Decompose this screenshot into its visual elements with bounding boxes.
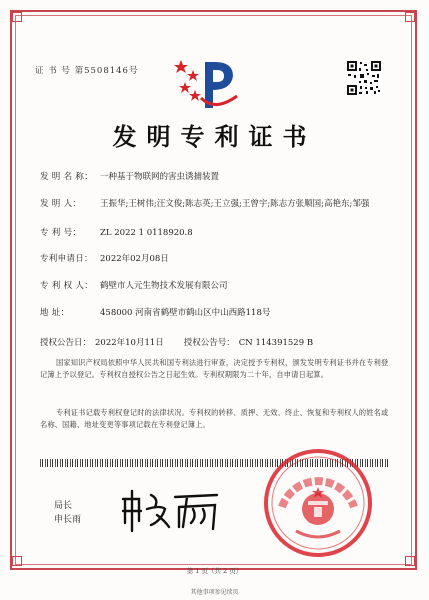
field-value: 2022年02月08日 [100,254,169,264]
director-position: 局长 [54,501,73,511]
certificate-number: 证 书 号 第5508146号 [35,66,139,76]
field-inventors [40,198,400,210]
corner-ornament [12,12,22,22]
field-patentee [40,280,228,292]
page-number: 第 1 页（共 2 页） [186,567,243,575]
field-grant-info [40,336,313,348]
paragraph-legal-status: 专利证书记载专利权登记时的法律状况。专利权的转移、质押、无效、终止、恢复和专利权人的姓名或名称、国籍、地址变更等事项记载在专利登记簿上。 [40,408,389,429]
field-invention-name [40,171,219,183]
official-seal-icon [262,447,374,559]
director-title [54,499,81,527]
field-value: 鹤壁市人元生物技术发展有限公司 [100,281,228,291]
field-label: 授权公告日： [40,338,92,348]
field-value: ZL 2022 1 0118920.8 [100,228,193,238]
director-name: 申长雨 [54,515,82,525]
field-value: CN 114391529 B [238,338,314,348]
field-value: 458000 河南省鹤壁市鹤山区中山西路118号 [100,308,271,318]
field-value: 王振华;王树伟;汪文俊;陈志英;王立强;王曾宇;陈志方张顺国;高艳东;邹强 [100,199,370,209]
field-label: 专 利 权 人： [40,281,94,291]
corner-ornament [405,12,415,22]
field-patent-number [40,227,193,239]
field-label: 授权公告号： [183,338,235,348]
corner-ornament [12,556,22,566]
field-value: 2022年10月11日 [95,338,164,348]
field-label: 地 址： [40,308,70,318]
field-label: 发 明 人： [40,199,82,209]
paragraph-grant-statement: 国家知识产权局依照中华人民共和国专利法进行审查，决定授予专利权，颁发发明专利证书并在专利登记簿上予以登记。专利权自授权公告之日起生效。专利权期限为二十年，自申请日起算。 [40,358,389,379]
field-address [40,307,270,319]
field-label: 专 利 号： [40,228,82,238]
corner-ornament [405,556,415,566]
field-label: 专利申请日： [40,254,93,264]
footer-note: 其他事项参见续页 [190,589,239,596]
field-filing-date [40,253,169,265]
cnipa-logo-icon [171,52,243,114]
field-label: 发 明 名 称： [40,172,94,182]
qr-code-icon [346,60,382,96]
director-signature [117,487,225,535]
field-value: 一种基于物联网的害虫诱捕装置 [100,172,220,182]
page-title: 发明专利证书 [112,122,317,151]
